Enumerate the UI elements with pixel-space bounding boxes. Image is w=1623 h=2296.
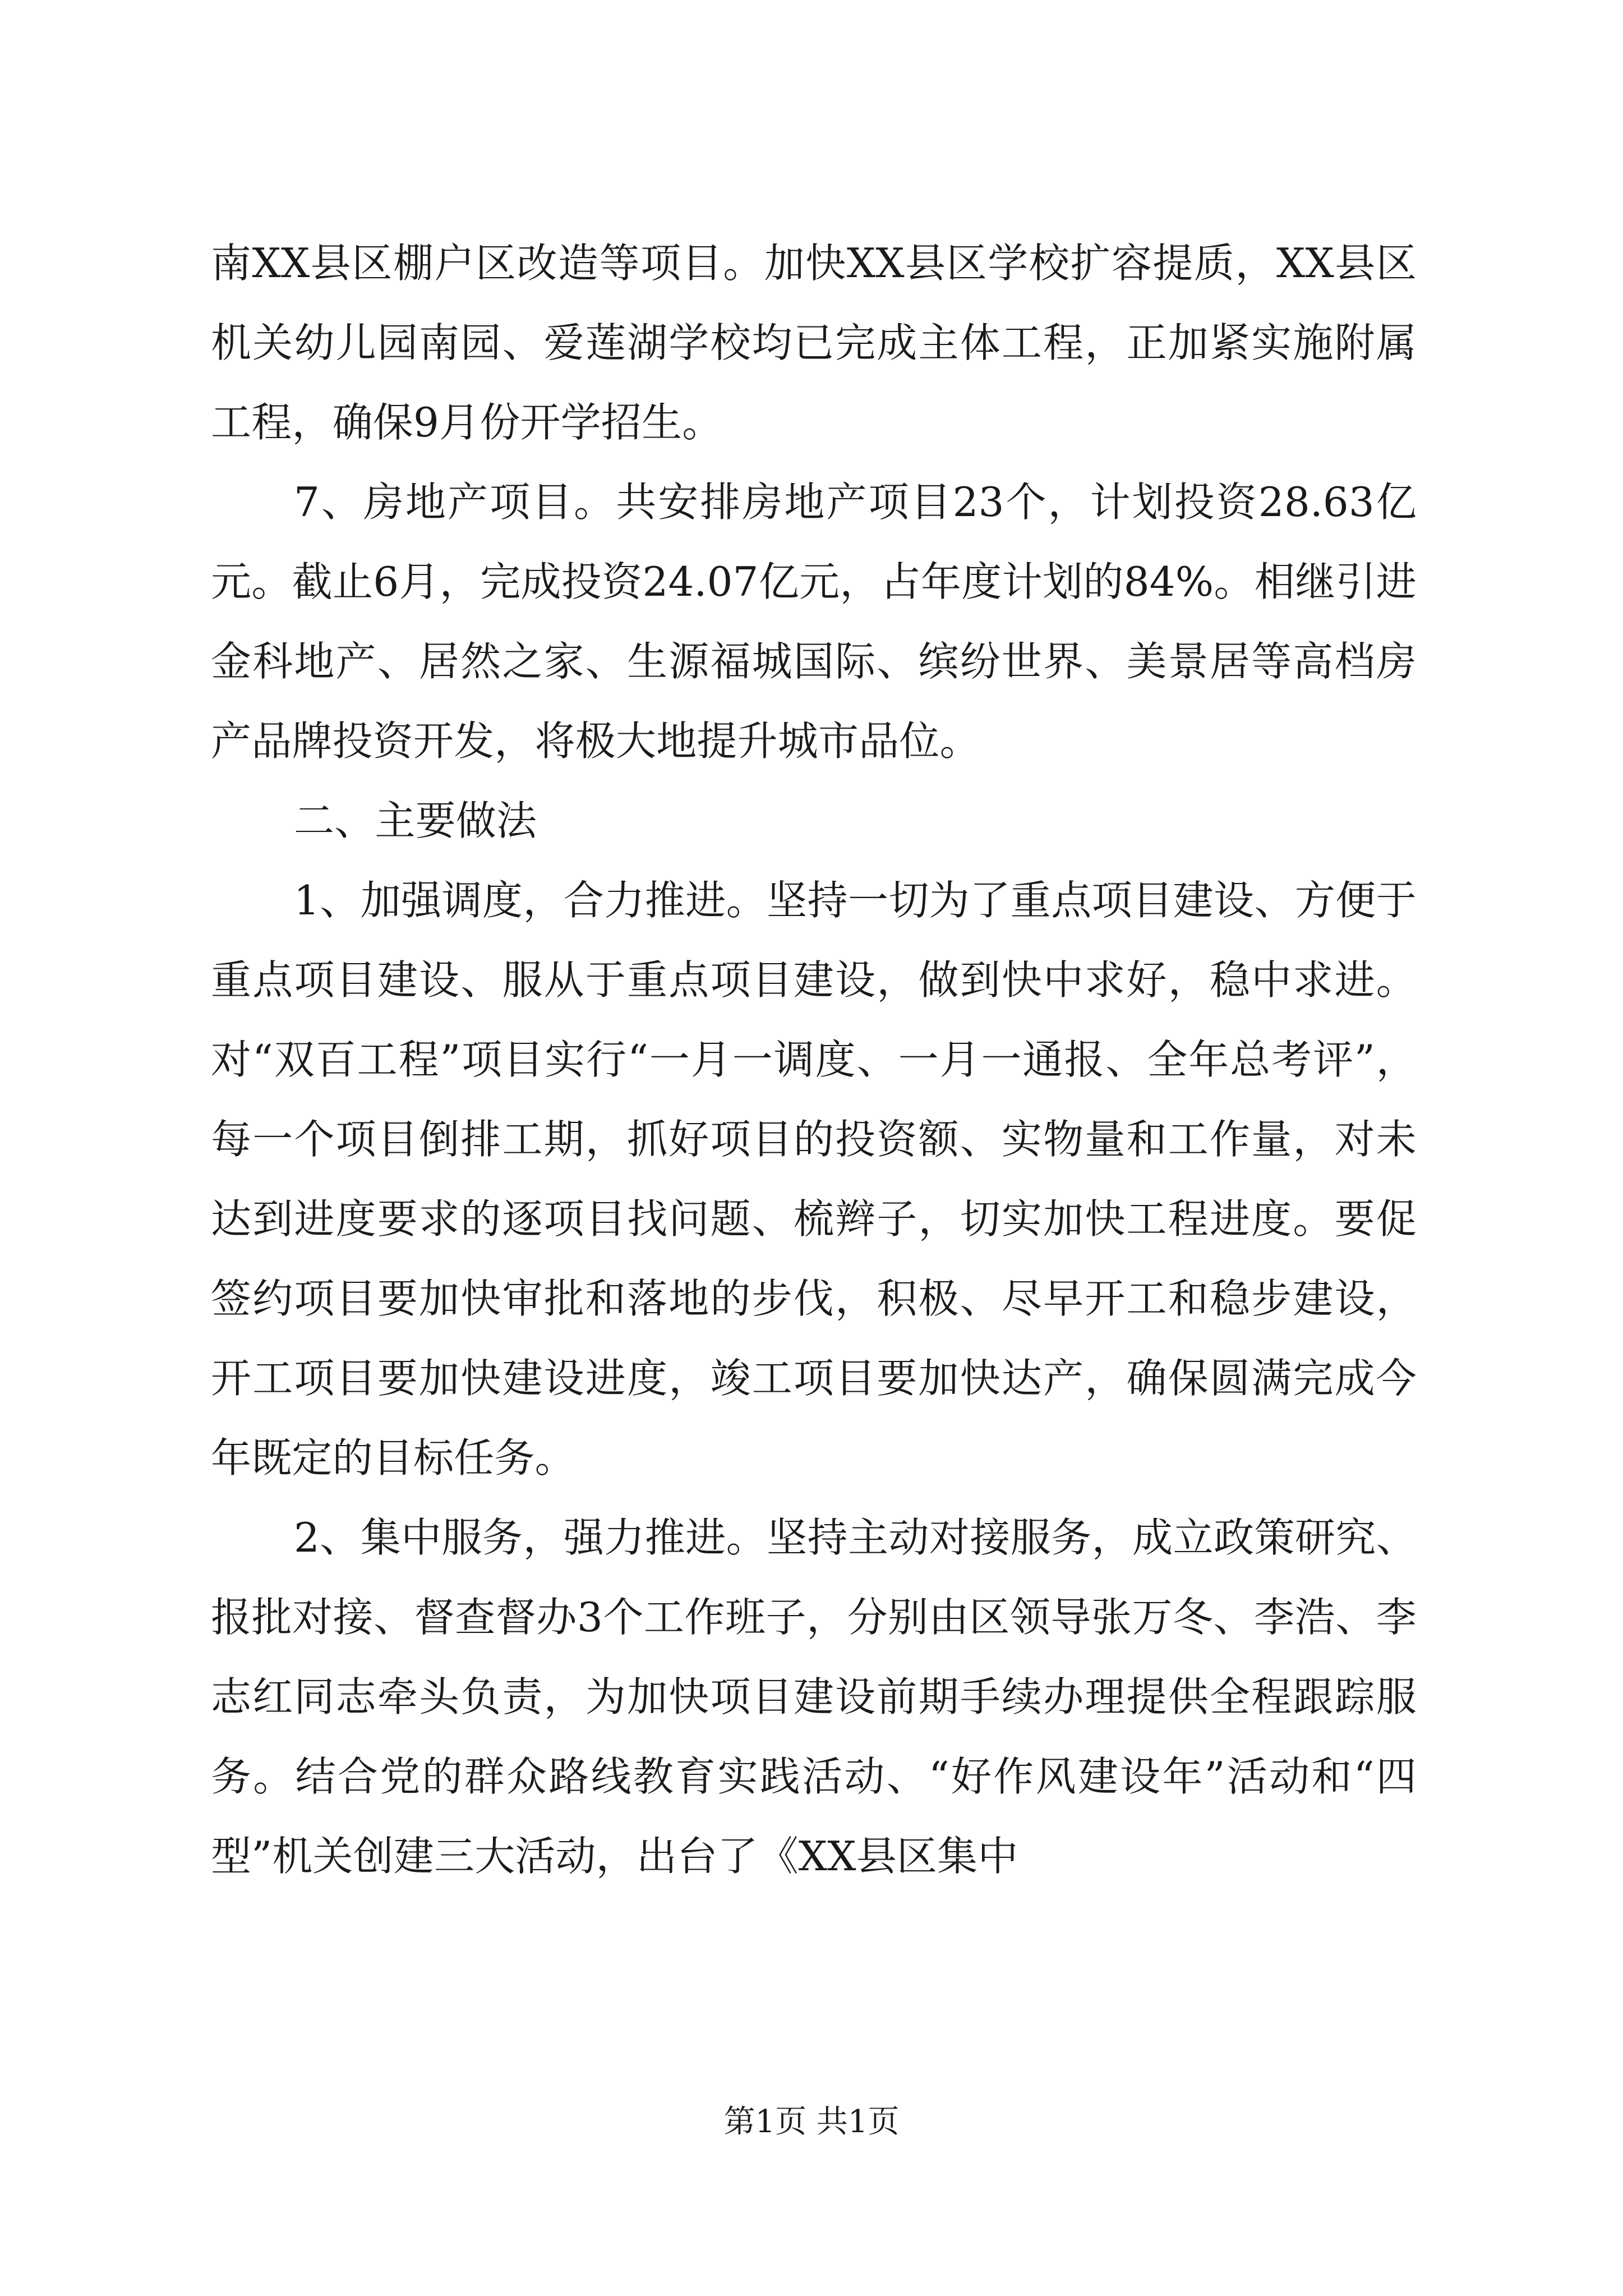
section-heading: 二、主要做法 <box>294 797 537 844</box>
paragraph-real-estate: 7、房地产项目。共安排房地产项目23个，计划投资28.63亿元。截止6月，完成投资24.07亿元，占年度计划的84%。相继引进金科地产、居然之家、生源福城国际、缤纷世界、美景居等高档房产品牌投资开发，将极大地提升城市品位。 <box>211 478 1417 765</box>
page-footer: 第1页 共1页 <box>723 2104 900 2140</box>
document-body <box>211 223 1417 1896</box>
paragraph-continuation: 南XX县区棚户区改造等项目。加快XX县区学校扩容提质，XX县区机关幼儿园南园、爱莲湖学校均已完成主体工程，正加紧实施附属工程，确保9月份开学招生。 <box>211 240 1417 446</box>
paragraph-services: 2、集中服务，强力推进。坚持主动对接服务，成立政策研究、报批对接、督查督办3个工作班子，分别由区领导张万冬、李浩、李志红同志牵头负责，为加快项目建设前期手续办理提供全程跟踪服务。结合党的群众路线教育实践活动、“好作风建设年”活动和“四型”机关创建三大活动，出台了《XX县区集中 <box>211 1514 1417 1880</box>
paragraph-scheduling: 1、加强调度，合力推进。坚持一切为了重点项目建设、方便于重点项目建设、服从于重点项目建设，做到快中求好，稳中求进。对“双百工程”项目实行“一月一调度、一月一通报、全年总考评”，每一个项目倒排工期，抓好项目的投资额、实物量和工作量，对未达到进度要求的逐项目找问题、梳辫子，切实加快工程进度。要促签约项目要加快审批和落地的步伐，积极、尽早开工和稳步建设，开工项目要加快建设进度，竣工项目要加快达产，确保圆满完成今年既定的目标任务。 <box>211 877 1417 1481</box>
